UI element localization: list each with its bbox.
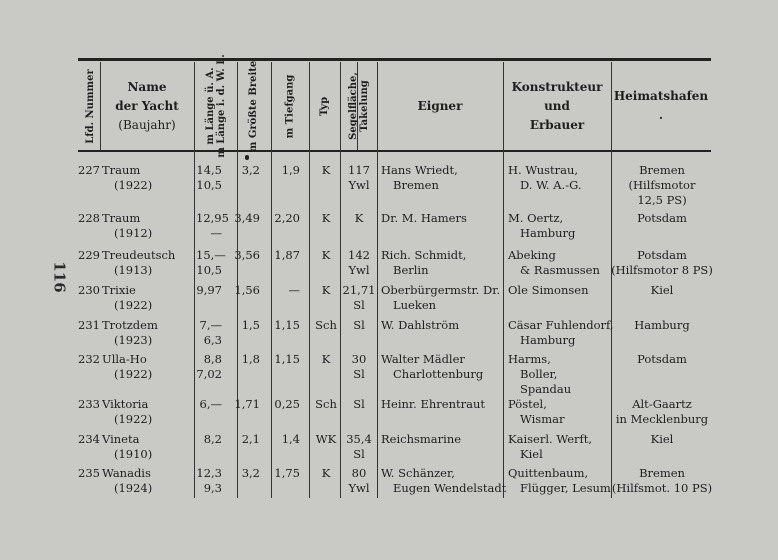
- length: 12,95 —: [196, 211, 229, 240]
- length: 14,5 10,5: [196, 163, 222, 192]
- owner: W. Dahlström: [381, 318, 460, 332]
- draught: 1,4: [281, 432, 300, 446]
- home-port: Potsdam (Hilfsmotor 8 PS): [611, 248, 713, 277]
- row-number: 227: [78, 163, 100, 177]
- owner: Dr. M. Hamers: [381, 211, 467, 225]
- row-number: 229: [78, 248, 100, 262]
- breadth: 1,5: [241, 318, 260, 332]
- type: K: [321, 211, 331, 225]
- sail-area: 21,71 Sl: [342, 283, 376, 312]
- home-port: Hamburg: [634, 318, 690, 332]
- home-port: Potsdam: [637, 211, 687, 225]
- length: 15,— 10,5: [196, 248, 226, 277]
- header-konstrukteur: Konstrukteur und Erbauer: [511, 79, 603, 132]
- page-number: 116: [50, 261, 69, 293]
- draught: 0,25: [274, 397, 300, 411]
- owner: Oberbürgermstr. Dr. Lueken: [381, 283, 501, 312]
- header-tiefgang: m Tiefgang: [284, 74, 296, 138]
- sail-area: 80 Ywl: [348, 466, 370, 495]
- draught: 1,15: [274, 318, 300, 332]
- yacht-name: Treudeutsch (1913): [102, 248, 176, 277]
- row-number: 231: [78, 318, 100, 332]
- home-port: Bremen (Hilfsmotor 12,5 PS): [628, 163, 696, 207]
- draught: 1,75: [274, 466, 300, 480]
- type: K: [321, 466, 331, 480]
- sail-area: 30 Sl: [351, 352, 367, 381]
- type: WK: [315, 432, 337, 446]
- builder: Kaiserl. Werft, Kiel: [508, 432, 593, 461]
- length: 8,8 7,02: [196, 352, 222, 381]
- builder: Abeking & Rasmussen: [508, 248, 600, 277]
- header-typ: Typ: [319, 96, 330, 116]
- owner: Reichsmarine: [381, 432, 462, 446]
- yacht-name: Ulla-Ho (1922): [102, 352, 153, 381]
- header-eigner: Eigner: [417, 98, 463, 113]
- header-breite: m Größte Breite: [248, 60, 260, 152]
- builder: M. Oertz, Hamburg: [508, 211, 576, 240]
- sail-area: 142 Ywl: [348, 248, 370, 277]
- owner: Walter Mädler Charlottenburg: [381, 352, 484, 381]
- header-heimatshafen: Heimatshafen .: [613, 89, 709, 122]
- sail-area: Sl: [353, 397, 365, 411]
- builder: Quittenbaum, Flügger, Lesum: [508, 466, 611, 495]
- sail-area: Sl: [353, 318, 365, 332]
- ink-dot: [245, 155, 249, 160]
- owner: Heinr. Ehrentraut: [381, 397, 485, 411]
- row-number: 235: [78, 466, 100, 480]
- sail-area: 117 Ywl: [348, 163, 370, 192]
- length: 8,2: [203, 432, 222, 446]
- builder: H. Wustrau, D. W. A.-G.: [508, 163, 582, 192]
- yacht-name: Trixie (1922): [102, 283, 153, 312]
- home-port: Potsdam: [637, 352, 687, 366]
- breadth: 1,56: [234, 283, 260, 297]
- row-number: 228: [78, 211, 100, 225]
- table-header-rule: [78, 150, 711, 152]
- draught: 1,15: [274, 352, 300, 366]
- sail-area: K: [354, 211, 364, 225]
- draught: 2,20: [274, 211, 300, 225]
- type: K: [321, 248, 331, 262]
- type: Sch: [315, 318, 337, 332]
- header-name: Name der Yacht (Baujahr): [115, 79, 179, 132]
- yacht-name: Trotzdem (1923): [102, 318, 158, 347]
- sail-area: 35,4 Sl: [346, 432, 372, 461]
- owner: Rich. Schmidt, Berlin: [381, 248, 467, 277]
- home-port: Bremen (Hilfsmot. 10 PS): [611, 466, 713, 495]
- draught: —: [288, 283, 300, 297]
- yacht-name: Viktoria (1922): [102, 397, 153, 426]
- length: 6,—: [199, 397, 222, 411]
- builder: Pöstel, Wismar: [508, 397, 565, 426]
- length: 7,— 6,3: [199, 318, 222, 347]
- type: K: [321, 283, 331, 297]
- builder: Harms, Boller, Spandau: [508, 352, 572, 396]
- builder: Cäsar Fuhlendorf, Hamburg: [508, 318, 614, 347]
- draught: 1,9: [281, 163, 300, 177]
- yacht-name: Traum (1912): [102, 211, 153, 240]
- header-segel: Segelfläche, Takelung: [347, 72, 370, 140]
- length: 12,3 9,3: [196, 466, 222, 495]
- type: Sch: [315, 397, 337, 411]
- row-number: 233: [78, 397, 100, 411]
- breadth: 1,71: [234, 397, 260, 411]
- row-number: 234: [78, 432, 100, 446]
- yacht-name: Traum (1922): [102, 163, 153, 192]
- table-top-rule: [78, 58, 711, 61]
- row-number: 232: [78, 352, 100, 366]
- breadth: 1,8: [241, 352, 260, 366]
- breadth: 3,2: [241, 466, 260, 480]
- header-nummer: Lfd. Nummer: [84, 68, 96, 144]
- breadth: 2,1: [241, 432, 260, 446]
- length: 9,97: [196, 283, 222, 297]
- breadth: 3,2: [241, 163, 260, 177]
- home-port: Kiel: [650, 432, 674, 446]
- home-port: Alt-Gaartz in Mecklenburg: [615, 397, 709, 426]
- builder: Ole Simonsen: [508, 283, 589, 297]
- yacht-name: Wanadis (1924): [102, 466, 153, 495]
- owner: Hans Wriedt, Bremen: [381, 163, 458, 192]
- owner: W. Schänzer, Eugen Wendelstadt: [381, 466, 507, 495]
- header-laenge: m Länge ü. A. m Länge i. d. W. L.: [204, 54, 227, 158]
- home-port: Kiel: [650, 283, 674, 297]
- draught: 1,87: [274, 248, 300, 262]
- type: K: [321, 352, 331, 366]
- row-number: 230: [78, 283, 100, 297]
- yacht-name: Vineta (1910): [102, 432, 153, 461]
- type: K: [321, 163, 331, 177]
- breadth: 3,56: [234, 248, 260, 262]
- breadth: 3,49: [234, 211, 260, 225]
